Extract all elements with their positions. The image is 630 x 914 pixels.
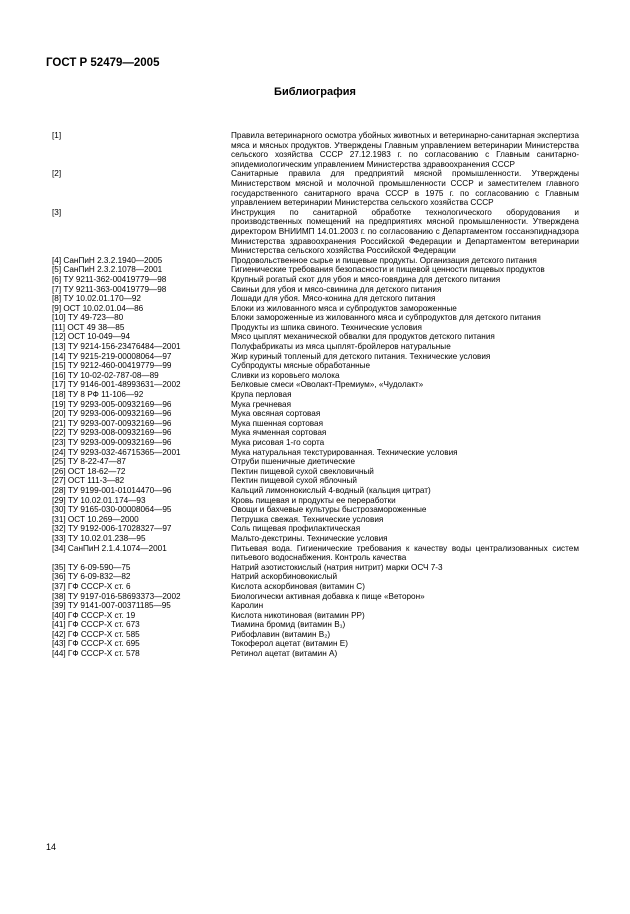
bibliography-entry [52, 534, 592, 544]
entry-text: Правила ветеринарного осмотра убойных животных и ветеринарно-санитарная экспертиза мяса и мясных продуктов. Утверждены Главным управлением ветеринарии Министерства сельского хозяйства СССР 27.12.1983 г. по согласованию с Главным санитарно-эпидемиологическим управлением Министерства здравоохранения СССР [231, 131, 579, 169]
bibliography-entry [52, 438, 592, 448]
entry-text: Субпродукты мясные обработанные [231, 361, 371, 371]
entry-label: [17] ТУ 9146-001-48993631—2002 [52, 380, 181, 390]
entry-label: [22] ТУ 9293-008-00932169—96 [52, 428, 172, 438]
entry-label: [39] ТУ 9141-007-00371185—95 [52, 601, 171, 611]
entry-label: [27] ОСТ 111-3—82 [52, 476, 125, 486]
entry-text: Натрий аскорбиновокислый [231, 572, 338, 582]
entry-text: Мука овсяная сортовая [231, 409, 321, 419]
bibliography-entry [52, 448, 592, 458]
bibliography-entry [52, 572, 592, 582]
bibliography-entry [52, 592, 592, 602]
bibliography-entry [52, 294, 592, 304]
entry-text: Гигиенические требования безопасности и пищевой ценности пищевых продуктов [231, 265, 545, 275]
entry-text: Продукты из шпика свиного. Технические условия [231, 322, 422, 332]
entry-label: [5] СанПиН 2.3.2.1078—2001 [52, 265, 163, 275]
bibliography-entry [52, 649, 592, 659]
bibliography-entry [52, 323, 592, 333]
bibliography-entry [52, 476, 592, 486]
entry-label: [44] ГФ СССР-Х ст. 578 [52, 649, 140, 659]
entry-text: Кислота никотиновая (витамин РР) [231, 610, 365, 620]
entry-text: Мука рисовая 1-го сорта [231, 438, 325, 447]
entry-label: [41] ГФ СССР-Х ст. 673 [52, 620, 140, 630]
entry-text: Продовольственное сырье и пищевые продукты. Организация детского питания [231, 255, 537, 265]
entry-label: [2] [52, 169, 62, 179]
entry-text: Крупный рогатый скот для убоя и мясо-говядина для детского питания [231, 274, 501, 284]
entry-text: Сливки из коровьего молока [231, 370, 340, 380]
entry-text: Питьевая вода. Гигиенические требования к качеству воды централизованных систем питьевого водоснабжения. Контроль качества [231, 543, 579, 563]
entry-label: [19] ТУ 9293-005-00932169—96 [52, 399, 172, 409]
entry-label: [37] ГФ СССР-Х ст. 6 [52, 581, 131, 591]
bibliography-entry [52, 457, 592, 467]
document-header: ГОСТ Р 52479—2005 [46, 57, 160, 69]
entry-label: [21] ТУ 9293-007-00932169—96 [52, 418, 172, 428]
bibliography-entry [52, 467, 592, 477]
bibliography-entry [52, 563, 592, 573]
entry-text: Токоферол ацетат (витамин Е) [231, 639, 348, 649]
bibliography-entry [52, 611, 592, 621]
bibliography-entry [52, 131, 592, 169]
entry-label: [23] ТУ 9293-009-00932169—96 [52, 438, 172, 447]
bibliography-entry [52, 400, 592, 410]
entry-text: Мука натуральная текстурированная. Технические условия [231, 447, 458, 457]
entry-text: Овощи и бахчевые культуры быстрозамороженные [231, 505, 427, 515]
entry-text: Инструкция по санитарной обработке технологического оборудования и производственных помещений на предприятиях мясной промышленности. Утверждена директором ВНИИМП 14.01.2003 г. по согласованию с Департаментом госсанэпиднадзора Министерства здравоохранения Российской Федерации и Департаментом ветеринарии Министерства сельского хозяйства Российской Федерации [231, 207, 579, 256]
bibliography-entry [52, 428, 592, 438]
entry-text: Блоки замороженные из жилованного мяса и субпродуктов для детского питания [231, 313, 541, 323]
bibliography-entry [52, 169, 592, 207]
bibliography-entry [52, 630, 592, 640]
entry-text: Крупа перловая [231, 390, 292, 400]
entry-text: Пектин пищевой сухой яблочный [231, 476, 357, 486]
entry-text: Мука пшенная сортовая [231, 418, 324, 428]
entry-text: Соль пищевая профилактическая [231, 524, 361, 534]
bibliography-entry [52, 620, 592, 630]
bibliography-entry [52, 486, 592, 496]
entry-text: Свиньи для убоя и мясо-свинина для детского питания [231, 284, 442, 294]
bibliography-entry [52, 332, 592, 342]
entry-text: Мука гречневая [231, 399, 292, 409]
bibliography-entry [52, 371, 592, 381]
bibliography-entry [52, 544, 592, 563]
page-title: Библиография [274, 86, 356, 98]
entry-label: [6] ТУ 9211-362-00419779—98 [52, 274, 167, 284]
bibliography-entry [52, 313, 592, 323]
entry-label: [30] ТУ 9165-030-00008064—95 [52, 505, 172, 515]
entry-text: Тиамина бромид (витамин В₁) [231, 620, 346, 630]
bibliography-entry [52, 256, 592, 266]
entry-text: Ретинол ацетат (витамин А) [231, 649, 338, 659]
entry-label: [8] ТУ 10.02.01.170—92 [52, 294, 141, 304]
entry-label: [7] ТУ 9211-363-00419779—98 [52, 284, 167, 294]
bibliography-entry [52, 361, 592, 371]
entry-text: Кровь пищевая и продукты ее переработки [231, 495, 396, 505]
entry-text: Петрушка свежая. Технические условия [231, 514, 384, 524]
entry-text: Белковые смеси «Оволакт-Премиум», «Чудолакт» [231, 380, 424, 390]
entry-label: [29] ТУ 10.02.01.174—93 [52, 495, 146, 505]
entry-label: [26] ОСТ 18-62—72 [52, 466, 126, 476]
entry-text: Отруби пшеничные диетические [231, 457, 356, 467]
entry-label: [42] ГФ СССР-Х ст. 585 [52, 629, 140, 639]
entry-label: [25] ТУ 8-22-47—87 [52, 457, 126, 467]
entry-label: [4] СанПиН 2.3.2.1940—2005 [52, 255, 163, 265]
bibliography-entry [52, 601, 592, 611]
entry-text: Санитарные правила для предприятий мясной промышленности. Утверждены Министерством мясной и молочной промышленности СССР и заместителем главного государственного санитарного врача СССР в 1975 г. по согласованию с Главным управлением ветеринарии Министерства сельского хозяйства СССР [231, 169, 579, 208]
entry-text: Полуфабрикаты из мяса цыплят-бройлеров натуральные [231, 342, 451, 352]
entry-text: Мясо цыплят механической обвалки для продуктов детского питания [231, 332, 495, 342]
entry-text: Лошади для убоя. Мясо-конина для детского питания [231, 294, 436, 304]
entry-label: [31] ОСТ 10.269—2000 [52, 514, 139, 524]
entry-label: [10] ТУ 49-723—80 [52, 313, 124, 323]
entry-label: [1] [52, 131, 62, 140]
bibliography-entry [52, 409, 592, 419]
entry-text: Биологически активная добавка к пище «Веторон» [231, 591, 425, 601]
entry-label: [12] ОСТ 10-049—94 [52, 332, 131, 342]
bibliography-list [52, 131, 592, 659]
entry-label: [13] ТУ 9214-156-23476484—2001 [52, 342, 181, 352]
entry-label: [15] ТУ 9212-460-00419779—99 [52, 361, 172, 371]
entry-label: [14] ТУ 9215-219-00008064—97 [52, 351, 172, 361]
entry-label: [40] ГФ СССР-Х ст. 19 [52, 610, 136, 620]
bibliography-entry [52, 352, 592, 362]
entry-label: [11] ОСТ 49 38—85 [52, 322, 125, 332]
entry-label: [28] ТУ 9199-001-01014470—96 [52, 485, 172, 495]
entry-label: [35] ТУ 6-09-590—75 [52, 562, 131, 572]
entry-label: [24] ТУ 9293-032-46715365—2001 [52, 447, 181, 457]
entry-text: Каролин [231, 601, 264, 611]
bibliography-entry [52, 505, 592, 515]
entry-label: [18] ТУ 8 РФ 11-106—92 [52, 390, 144, 400]
bibliography-entry [52, 265, 592, 275]
bibliography-entry [52, 419, 592, 429]
bibliography-entry [52, 515, 592, 525]
entry-text: Пектин пищевой сухой свекловичный [231, 466, 374, 476]
bibliography-entry [52, 275, 592, 285]
bibliography-entry [52, 208, 592, 256]
entry-label: [9] ОСТ 10.02.01.04—86 [52, 303, 144, 313]
entry-label: [34] СанПиН 2.1.4.1074—2001 [52, 543, 167, 553]
entry-text: Кальций лимоннокислый 4-водный (кальция цитрат) [231, 485, 431, 495]
entry-label: [16] ТУ 10-02-02-787-08—89 [52, 370, 159, 380]
entry-text: Мука ячменная сортовая [231, 428, 327, 438]
entry-label: [20] ТУ 9293-006-00932169—96 [52, 409, 172, 419]
entry-label: [3] [52, 207, 62, 217]
bibliography-entry [52, 496, 592, 506]
bibliography-entry [52, 342, 592, 352]
bibliography-entry [52, 582, 592, 592]
entry-text: Блоки из жилованного мяса и субпродуктов замороженные [231, 303, 457, 313]
entry-text: Мальто-декстрины. Технические условия [231, 533, 388, 543]
bibliography-entry [52, 524, 592, 534]
entry-text: Кислота аскорбиновая (витамин С) [231, 581, 365, 591]
bibliography-entry [52, 304, 592, 314]
entry-text: Жир куриный топленый для детского питания. Технические условия [231, 351, 491, 361]
page-number: 14 [46, 842, 57, 852]
entry-label: [32] ТУ 9192-006-17028327—97 [52, 524, 172, 534]
entry-text: Натрий азотистокислый (натрия нитрит) марки ОСЧ 7-3 [231, 562, 443, 572]
entry-label: [33] ТУ 10.02.01.238—95 [52, 533, 146, 543]
entry-label: [43] ГФ СССР-Х ст. 695 [52, 639, 140, 649]
entry-label: [36] ТУ 6-09-832—82 [52, 572, 131, 582]
bibliography-entry [52, 639, 592, 649]
entry-label: [38] ТУ 9197-016-58693373—2002 [52, 591, 181, 601]
bibliography-entry [52, 390, 592, 400]
entry-text: Рибофлавин (витамин В₂) [231, 629, 331, 639]
bibliography-entry [52, 285, 592, 295]
bibliography-entry [52, 380, 592, 390]
